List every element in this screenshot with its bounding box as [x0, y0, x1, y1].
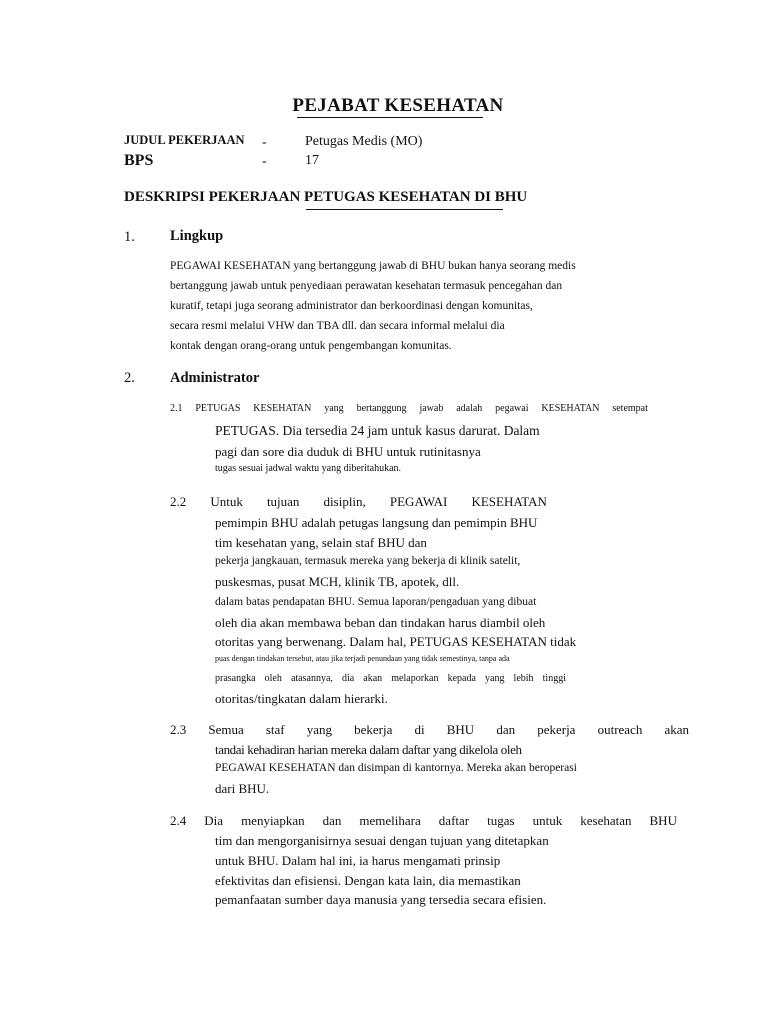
word: KESEHATAN	[541, 403, 600, 414]
word: Untuk	[210, 494, 243, 509]
item-line: dari BHU.	[215, 781, 270, 796]
item-number: 2.1	[170, 403, 183, 414]
word: bertanggung	[356, 403, 407, 414]
word: untuk	[532, 813, 563, 828]
word: menyiapkan	[241, 813, 305, 828]
word: KESEHATAN	[253, 403, 312, 414]
word: oleh	[264, 673, 282, 684]
word: Semua	[208, 722, 244, 737]
document-title: PEJABAT KESEHATAN	[292, 95, 504, 116]
word: yang	[485, 673, 505, 684]
word: di	[414, 722, 425, 737]
word: memelihara	[359, 813, 421, 828]
section-heading-administrator: Administrator	[170, 370, 260, 386]
word: akan	[664, 722, 689, 737]
item-line: tim kesehatan yang, selain staf BHU dan	[215, 535, 427, 550]
item-line: pemimpin BHU adalah petugas langsung dan pemimpin BHU	[215, 515, 538, 530]
word: setempat	[612, 403, 648, 414]
word: dia	[341, 673, 355, 684]
item-line: otoritas/tingkatan dalam hierarki.	[215, 691, 388, 706]
word: yang	[324, 403, 344, 414]
title-underline	[297, 117, 483, 118]
word: dan	[322, 813, 342, 828]
word: dan	[496, 722, 516, 737]
meta-value-job-title: Petugas Medis (MO)	[305, 134, 423, 149]
meta-label-job-title: JUDUL PEKERJAAN	[124, 133, 245, 147]
word: akan	[363, 673, 383, 684]
item-line: dalam batas pendapatan BHU. Semua laporan/pengaduan yang dibuat	[215, 596, 537, 608]
section-number: 1.	[124, 229, 135, 245]
document-subtitle: DESKRIPSI PEKERJAAN PETUGAS KESEHATAN DI BHU	[124, 189, 528, 205]
word: staf	[265, 722, 285, 737]
meta-dash: -	[262, 135, 267, 150]
item-line: otoritas yang berwenang. Dalam hal, PETUGAS KESEHATAN tidak	[215, 634, 577, 649]
item-number: 2.4	[170, 813, 187, 828]
word: disiplin,	[323, 494, 366, 509]
paragraph-line: bertanggung jawab untuk penyediaan perawatan kesehatan termasuk pencegahan dan	[170, 280, 563, 292]
word: KESEHATAN	[471, 494, 547, 509]
word: BHU	[446, 722, 475, 737]
word: bekerja	[354, 722, 393, 737]
item-first-line	[170, 494, 547, 510]
section-heading-lingkup: Lingkup	[170, 228, 224, 244]
word: BHU	[649, 813, 677, 828]
item-line: efektivitas dan efisiensi. Dengan kata lain, dia memastikan	[215, 873, 521, 888]
word: tinggi	[542, 673, 566, 684]
item-first-line	[170, 403, 648, 414]
item-line: tugas sesuai jadwal waktu yang diberitahukan.	[215, 463, 402, 474]
item-line: puas dengan tindakan tersebut, atau jika terjadi penundaan yang tidak semestinya, tanpa ada	[215, 654, 510, 663]
item-line: untuk BHU. Dalam hal ini, ia harus mengamati prinsip	[215, 853, 501, 868]
word: PETUGAS	[195, 403, 241, 414]
word: kepada	[447, 673, 476, 684]
word: melaporkan	[391, 673, 439, 684]
item-line: puskesmas, pusat MCH, klinik TB, apotek, dll.	[215, 574, 460, 589]
item-line: tim dan mengorganisirnya sesuai dengan tujuan yang ditetapkan	[215, 833, 549, 848]
word: adalah	[456, 403, 483, 414]
item-number: 2.2	[170, 494, 187, 509]
item-line: pemanfaatan sumber daya manusia yang tersedia secara efisien.	[215, 892, 547, 907]
word: jawab	[419, 403, 444, 414]
paragraph-line: secara resmi melalui VHW dan TBA dll. dan secara informal melalui dia	[170, 320, 505, 332]
item-line: PETUGAS. Dia tersedia 24 jam untuk kasus darurat. Dalam	[215, 423, 540, 438]
word: PEGAWAI	[389, 494, 448, 509]
item-number: 2.3	[170, 722, 187, 737]
item-line: tandai kehadiran harian mereka dalam daftar yang dikelola oleh	[215, 742, 522, 757]
item-line: PEGAWAI KESEHATAN dan disimpan di kantornya. Mereka akan beroperasi	[215, 762, 577, 774]
word: pekerja	[537, 722, 576, 737]
item-line: oleh dia akan membawa beban dan tindakan harus diambil oleh	[215, 615, 546, 630]
item-line: pekerja jangkauan, termasuk mereka yang bekerja di klinik satelit,	[215, 555, 521, 567]
paragraph-line: kontak dengan orang-orang untuk pengembangan komunitas.	[170, 340, 452, 352]
item-first-line	[170, 813, 677, 829]
word: lebih	[513, 673, 534, 684]
word: daftar	[438, 813, 470, 828]
paragraph-line: PEGAWAI KESEHATAN yang bertanggung jawab di BHU bukan hanya seorang medis	[170, 260, 576, 272]
word: prasangka	[215, 673, 256, 684]
word: tugas	[487, 813, 515, 828]
word: tujuan	[266, 494, 300, 509]
item-first-line	[170, 722, 689, 738]
section-number: 2.	[124, 370, 135, 386]
item-line: pagi dan sore dia duduk di BHU untuk rutinitasnya	[215, 444, 481, 459]
word: Dia	[204, 813, 224, 828]
meta-label-bps: BPS	[124, 152, 154, 169]
meta-value-bps: 17	[305, 153, 319, 168]
paragraph-line: kuratif, tetapi juga seorang administrator dan berkoordinasi dengan komunitas,	[170, 300, 533, 312]
word: kesehatan	[580, 813, 632, 828]
word: atasannya,	[290, 673, 333, 684]
word: outreach	[597, 722, 643, 737]
word: pegawai	[495, 403, 529, 414]
meta-dash: -	[262, 154, 267, 169]
word: yang	[306, 722, 333, 737]
subtitle-underline	[306, 209, 503, 210]
item-line-justified	[215, 673, 566, 684]
